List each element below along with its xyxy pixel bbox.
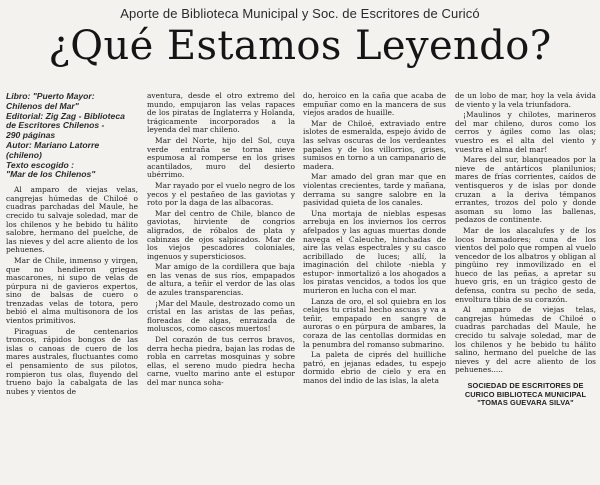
paragraph: Mar del centro de Chile, blanco de gaviotas, hirviente de congrios aligrados, de róbalos de plata y cabinzas de ojos salpicados. Mar de los viejos pescadores coloniales, ingenuos y supersticiosos. [147, 208, 295, 261]
book-info-line: Texto escogido : [6, 159, 74, 170]
book-info-line: Libro: "Puerto Mayor: [6, 92, 95, 101]
paragraph: Al amparo de viejas telas, cangrejas húmedas de Chiloé o cuadras parchadas del Maule, he crecido tu salvaje soledad, mar de los chilenos y he bebido tu hálito salino, hermano del puelche de las nieves y del acre aliento de los pehuenes..... [455, 305, 596, 375]
book-info-line: Chilenos del Mar" [6, 100, 79, 111]
article-column-1 [6, 92, 138, 480]
book-info-line: Autor: Mariano Latorre [6, 139, 100, 150]
book-info [6, 92, 138, 180]
book-info-line: de Escritores Chilenos - [6, 120, 105, 131]
paragraph: Mar rayado por el vuelo negro de los yecos y el pestañeo de las gaviotas y roto por la daga de las albacoras. [147, 180, 295, 208]
paragraph: Una mortaja de nieblas espesas arrebuja en los inviernos los cerros afelpados y las aguas muertas donde navega el Caleuche, hinchadas de aire las velas espectrales y su casco acribillado de luces; allí, la imaginación del chilote -niebla y estupor- inmortalizó a los ahogados a los piratas vencidos, a todos los que murieron en lucha con el mar. [303, 208, 446, 296]
paragraph: La paleta de ciprés del huilliche patró, en jejanas edades, tu espejo dormido ebrio de cielo y era en manos del indio de las islas, la aleta [303, 350, 446, 385]
paragraph: Lanza de oro, el sol quiebra en los celajes tu cristal hecho ascuas y va a teñir, empapado en sangre de auroras o en púrpura de ambares, la coraza de las centollas dormidas en la penumbra del romanso submarino. [303, 296, 446, 349]
paragraph: ¡Mar del Maule, destrozado como un cristal en las aristas de las peñas, floreadas de algas, enraizada de moluscos, como cascos muertos! [147, 298, 295, 334]
paragraph: Mar de Chile, inmenso y virgen, que no hendieron griegas mascarones, ni supo de velas de púrpura ni de gavieros expertos, sino de balsas de cuero o trenzadas velas de totora, pero bebió el alma multisonora de los vientos primitivos. [6, 255, 138, 326]
signature-line: SOCIEDAD DE ESCRITORES DE [467, 381, 584, 390]
signature-line: CURICO BIBLIOTECA MUNICIPAL [464, 389, 587, 399]
signature [455, 382, 596, 408]
paragraph: Mar de los alacalufes y de los locos bramadores; cuna de los vientos del polo que rompen al vuelo vencedor de los albatros y obligan al pingüino rey inmovilizado en el hueco de las peñas, a apretar su huevo gris, en un trágico gesto de defensa, contra su pecho de seda, envoltura tibia de su corazón. [455, 225, 596, 304]
paragraph: de un lobo de mar, hoy la vela ávida de viento y la vela triunfadora. [455, 92, 596, 109]
paragraph: Mar del Norte, hijo del Sol, cuya verde entraña se torna nieve espumosa al romperse en los grises acantilados, muro del desierto ubérrimo. [147, 135, 295, 180]
book-info-line: 290 páginas [6, 130, 56, 141]
paragraph: Mar amado del gran mar que en violentas crecientes, tarde y mañana, derrama su sangre salobre en la pasividad quieta de los canales. [303, 172, 446, 208]
paragraph: Al amparo de viejas velas, cangrejas húmedas de Chiloé o cuadras parchadas del Maule, he crecido tu salvaje soledad, mar de los chilenos y he bebido tu hálito salobre, hermano del puelche, de las nieves y del acre aliento de los pehuenes. [6, 185, 138, 255]
page-title: ¿Qué Estamos Leyendo? [48, 23, 552, 69]
article-column-4 [455, 92, 596, 480]
paragraph: aventura, desde el otro extremo del mundo, empujaron las velas rapaces de los piratas de Inglaterra y Holanda, trágicamente incorporados a la leyenda del mar chileno. [147, 92, 295, 135]
paragraph: ¡Maulinos y chilotes, marineros del mar chileno, duros como los cerros y ágiles como las olas; vuestro es el alta del viento y vuestra el alma del mar! [455, 110, 596, 154]
kicker-line: Aporte de Biblioteca Municipal y Soc. de Escritores de Curicó [120, 6, 480, 21]
book-info-line: "Mar de los Chilenos" [6, 169, 96, 180]
paragraph: Del corazón de tus cerros bravos, derra hecha piedra, bajan las rodas de robla en carretas mosquinas y sobre ellas, el sereno mudo piedra hecha carne, vuelto marino ante el estupor del mar nunca soha- [147, 335, 295, 387]
paragraph: Mares del sur, blanqueados por la nieve de antárticos planilunios; mares de frías corrientes, caídos de ventisqueros y de islas por donde cruzan a la deriva témpanos errantes, trozos del polo y donde asoman su lomo las ballenas, pedazos de continente. [455, 155, 596, 225]
article-column-2 [147, 92, 295, 480]
paragraph: Mar de Chiloé, extraviado entre islotes de esmeralda, espejo ávido de las selvas oscuras de los verdeantes papales y de los villorrios, grises, sumisos en torno a un campanario de madera. [303, 118, 446, 171]
signature-line: "TOMAS GUEVARA SILVA" [477, 398, 574, 408]
article-column-3 [303, 92, 446, 480]
book-info-line: (chileno) [6, 149, 42, 160]
book-info-line: Editorial: Zig Zag - Biblioteca [6, 110, 125, 121]
paragraph: Mar amigo de la cordillera que baja en las venas de sus ríos, empapados de altura, a teñir el verdor de las olas de azules transparencias. [147, 262, 295, 298]
paragraph: do, heroico en la caña que acaba de empuñar como en la mancera de sus viejos arados de huaille. [303, 92, 446, 118]
paragraph: Piraguas de centenarios troncos, rápidos bongos de las islas o canoas de cuero de los mares australes, fluctuantes como el pensamiento de sus pilotos, rompieron tus olas, fluyendo del trueno bajo la cabalgata de las nubes y vientos de [6, 326, 138, 396]
